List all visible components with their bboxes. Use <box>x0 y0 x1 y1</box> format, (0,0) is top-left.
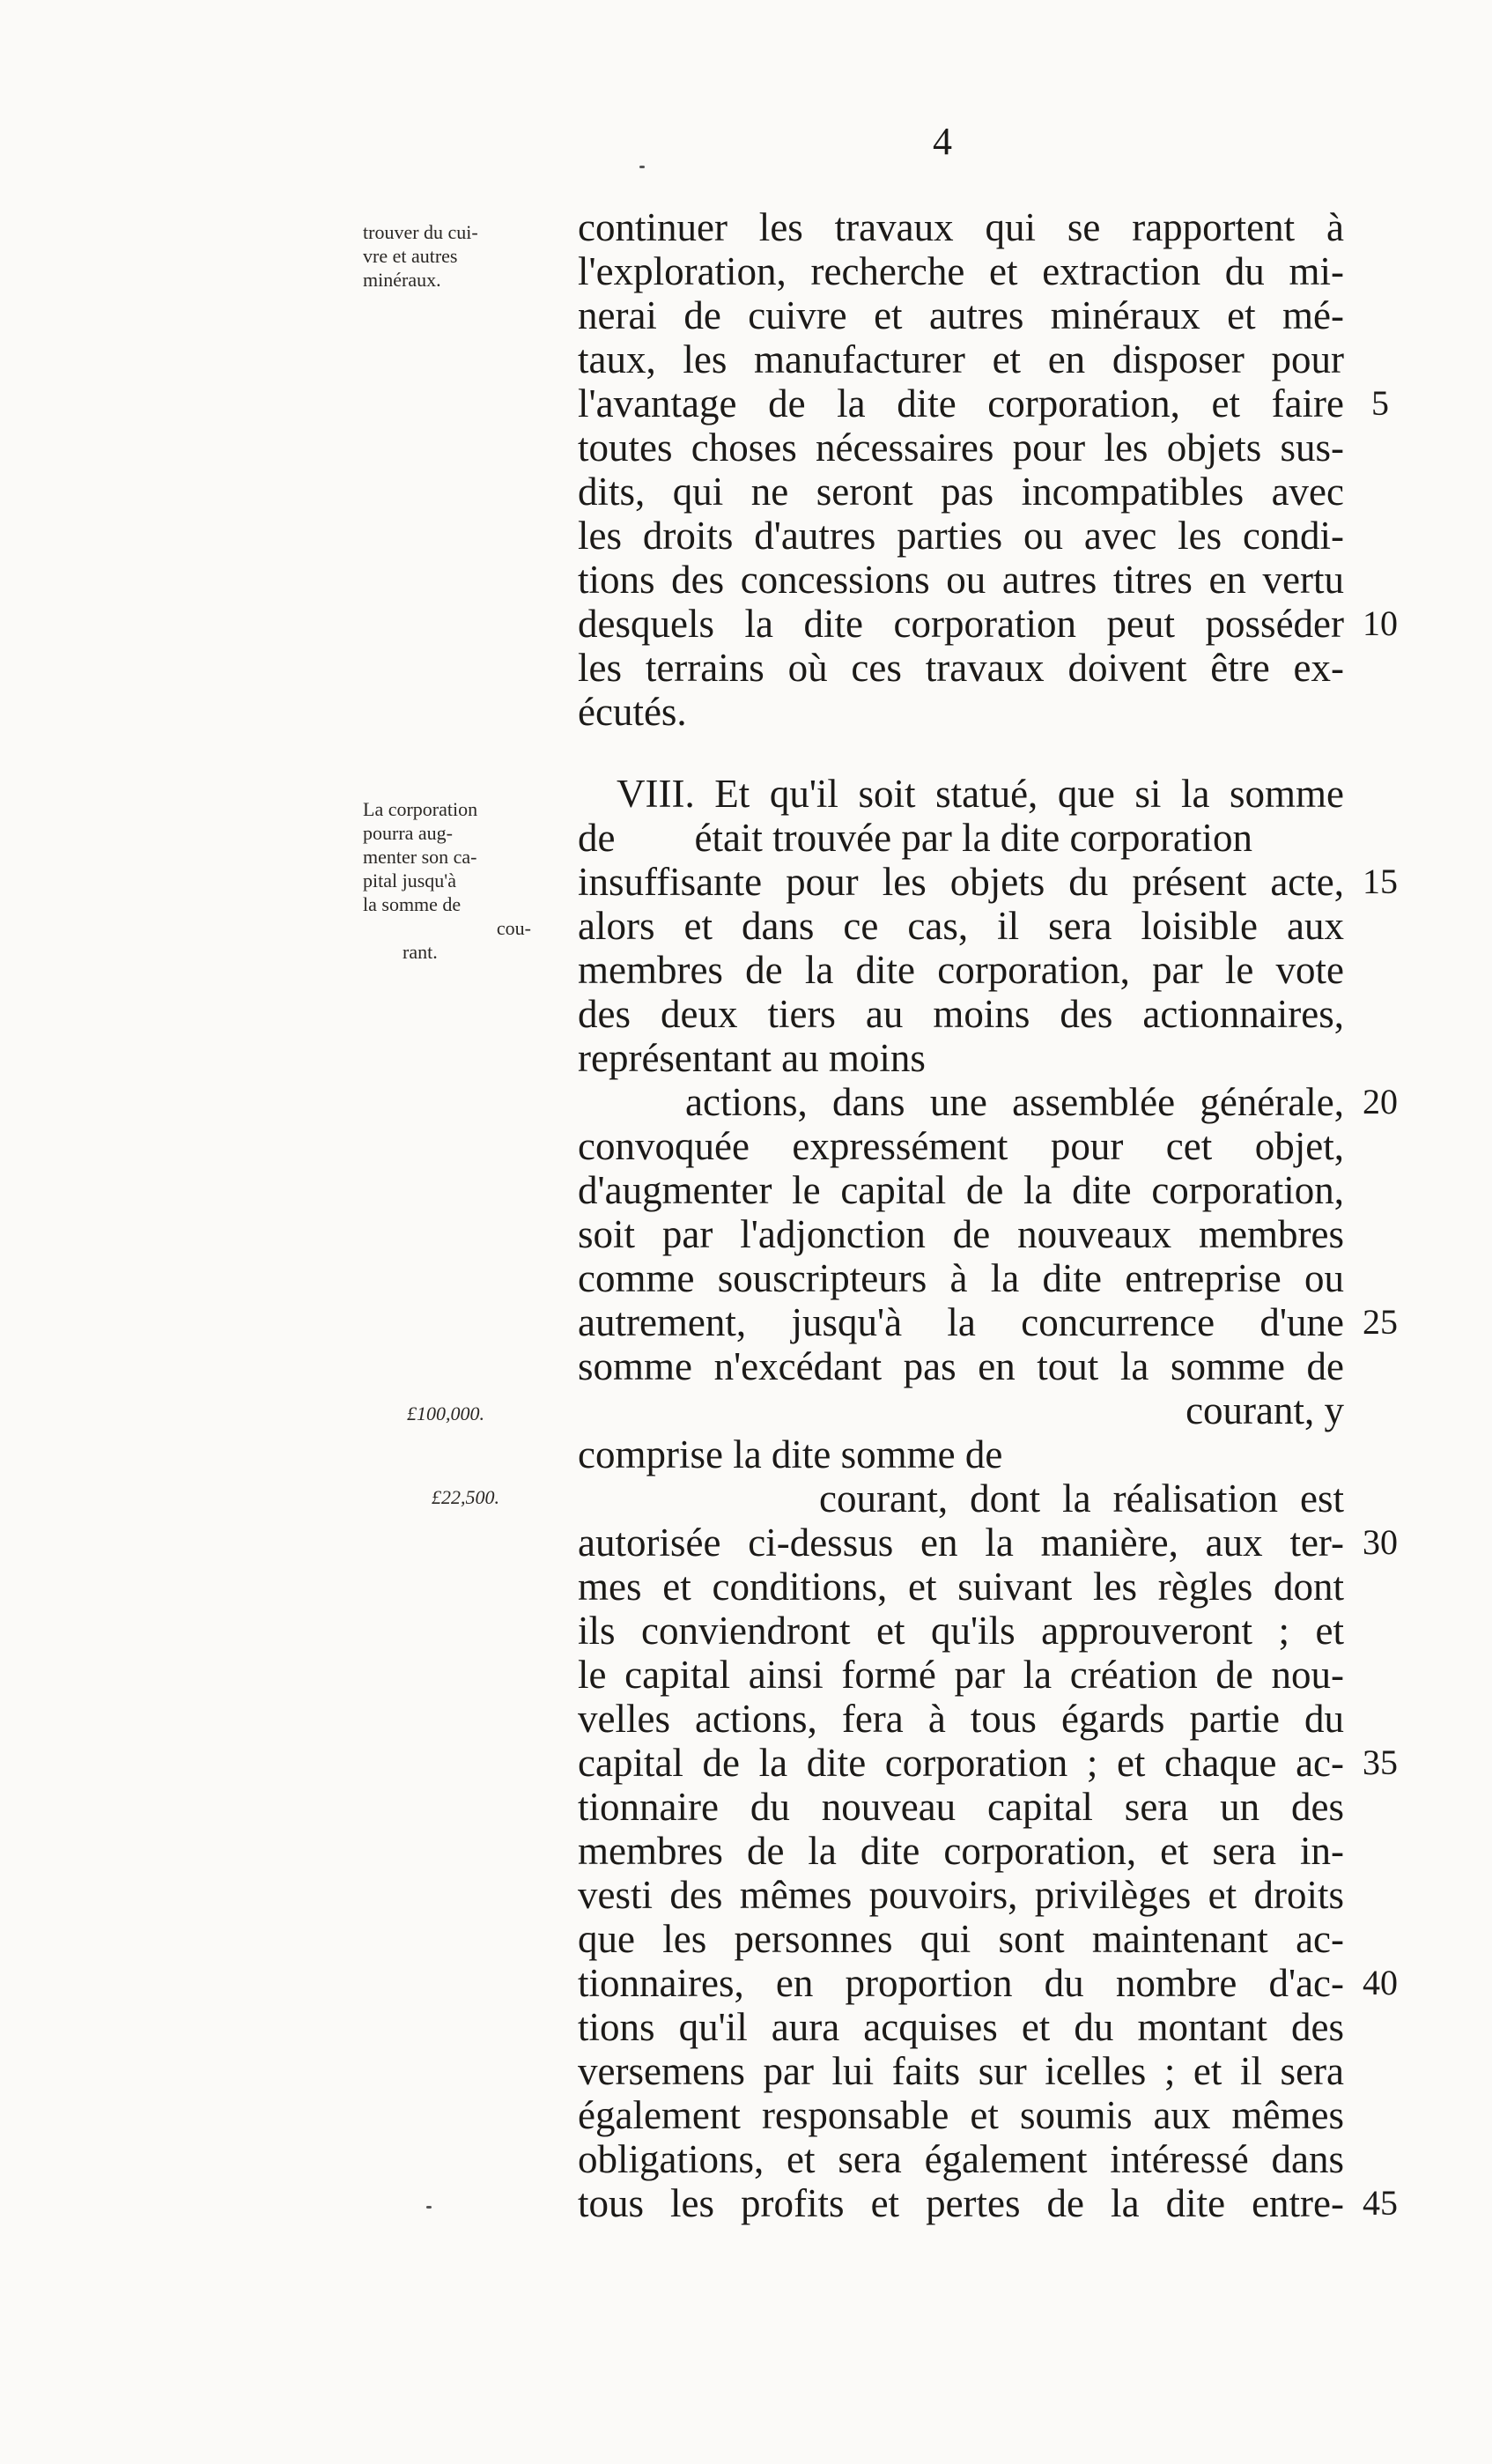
text-line: alors et dans ce cas, il sera loisible aux <box>578 904 1344 948</box>
line-number: 40 <box>1363 1963 1398 2002</box>
text-line: membres de la dite corporation, par le vote <box>578 948 1344 992</box>
margin-note-line: rant. <box>403 941 438 963</box>
text-line: dits, qui ne seront pas incompatibles avec <box>578 470 1344 514</box>
margin-note <box>363 797 535 964</box>
text-line: taux, les manufacturer et en disposer pour <box>578 337 1344 381</box>
ink-speck <box>639 166 645 168</box>
text-line: tionnaires, en proportion du nombre d'ac- <box>578 1961 1344 2005</box>
text-line: l'exploration, recherche et extraction du mi- <box>578 249 1344 293</box>
margin-note-line: trouver du cui- <box>363 221 478 243</box>
margin-note-line: vre et autres <box>363 245 458 267</box>
text-line: autrement, jusqu'à la concurrence d'une <box>578 1300 1344 1344</box>
section-heading-line: VIII. Et qu'il soit statué, que si la somme <box>617 772 1344 816</box>
margin-amount: £100,000. <box>407 1402 484 1424</box>
margin-note-line: La corporation <box>363 798 478 820</box>
margin-note-line: minéraux. <box>363 269 441 291</box>
text-line: insuffisante pour les objets du présent acte, <box>578 860 1344 904</box>
margin-note-line: cou- <box>496 917 531 939</box>
text-line: continuer les travaux qui se rapportent à <box>578 205 1344 249</box>
line-number: 15 <box>1363 862 1398 901</box>
line-number: 25 <box>1363 1302 1398 1342</box>
text-line: courant, dont la réalisation est <box>819 1476 1344 1521</box>
text-line: tions qu'il aura acquises et du montant des <box>578 2005 1344 2049</box>
margin-note-line: pourra aug- <box>363 822 454 844</box>
text-line: que les personnes qui sont maintenant ac- <box>578 1917 1344 1961</box>
text-line: écutés. <box>578 690 687 734</box>
text-line: convoquée expressément pour cet objet, <box>578 1124 1344 1168</box>
text-line: les terrains où ces travaux doivent être ex- <box>578 646 1344 690</box>
text-line: obligations, et sera également intéressé dans <box>578 2137 1344 2181</box>
text-line: vesti des mêmes pouvoirs, privilèges et droits <box>578 1873 1344 1917</box>
line-number: 5 <box>1371 383 1389 423</box>
text-line: de était trouvée par la dite corporation <box>578 816 1252 860</box>
margin-note-line: la somme de <box>363 893 462 915</box>
line-number: 35 <box>1363 1743 1398 1782</box>
text-line: des deux tiers au moins des actionnaires, <box>578 992 1344 1036</box>
line-number: 45 <box>1363 2183 1398 2223</box>
text-line: autorisée ci-dessus en la manière, aux ter- <box>578 1521 1344 1565</box>
text-line: l'avantage de la dite corporation, et faire <box>578 381 1344 425</box>
margin-note <box>363 220 535 292</box>
margin-note-line: pital jusqu'à <box>363 869 457 892</box>
text-line: représentant au moins <box>578 1036 926 1080</box>
text-line: velles actions, fera à tous égards partie du <box>578 1697 1344 1741</box>
line-number: 30 <box>1363 1522 1398 1562</box>
text-line: desquels la dite corporation peut posséder <box>578 602 1344 646</box>
text-line: ils conviendront et qu'ils approuveront ; et <box>578 1609 1344 1653</box>
text-line: tous les profits et pertes de la dite entre- <box>578 2181 1344 2225</box>
text-line: également responsable et soumis aux mêmes <box>578 2093 1344 2137</box>
text-line: tionnaire du nouveau capital sera un des <box>578 1785 1344 1829</box>
text-line: le capital ainsi formé par la création de nou- <box>578 1653 1344 1697</box>
text-line: comprise la dite somme de <box>578 1432 1003 1476</box>
text-line: les droits d'autres parties ou avec les condi- <box>578 514 1344 558</box>
text-line: comme souscripteurs à la dite entreprise ou <box>578 1256 1344 1300</box>
text-line: membres de la dite corporation, et sera in- <box>578 1829 1344 1873</box>
text-line: soit par l'adjonction de nouveaux membres <box>578 1212 1344 1256</box>
text-line: versemens par lui faits sur icelles ; et il sera <box>578 2049 1344 2093</box>
text-line: actions, dans une assemblée générale, <box>685 1080 1344 1124</box>
page-number: 4 <box>933 120 952 163</box>
margin-amount: £22,500. <box>432 1486 499 1508</box>
text-line: capital de la dite corporation ; et chaque ac- <box>578 1741 1344 1785</box>
text-line: courant, y <box>1185 1388 1344 1432</box>
line-number: 10 <box>1363 603 1398 643</box>
text-line: nerai de cuivre et autres minéraux et mé- <box>578 293 1344 337</box>
text-line: tions des concessions ou autres titres en vertu <box>578 558 1344 602</box>
text-line: mes et conditions, et suivant les règles dont <box>578 1565 1344 1609</box>
line-number: 20 <box>1363 1082 1398 1121</box>
margin-note-line: menter son ca- <box>363 846 477 868</box>
text-line: toutes choses nécessaires pour les objets sus- <box>578 425 1344 470</box>
text-line: somme n'excédant pas en tout la somme de <box>578 1344 1344 1388</box>
text-line: d'augmenter le capital de la dite corporation, <box>578 1168 1344 1212</box>
ink-speck <box>426 2206 432 2209</box>
